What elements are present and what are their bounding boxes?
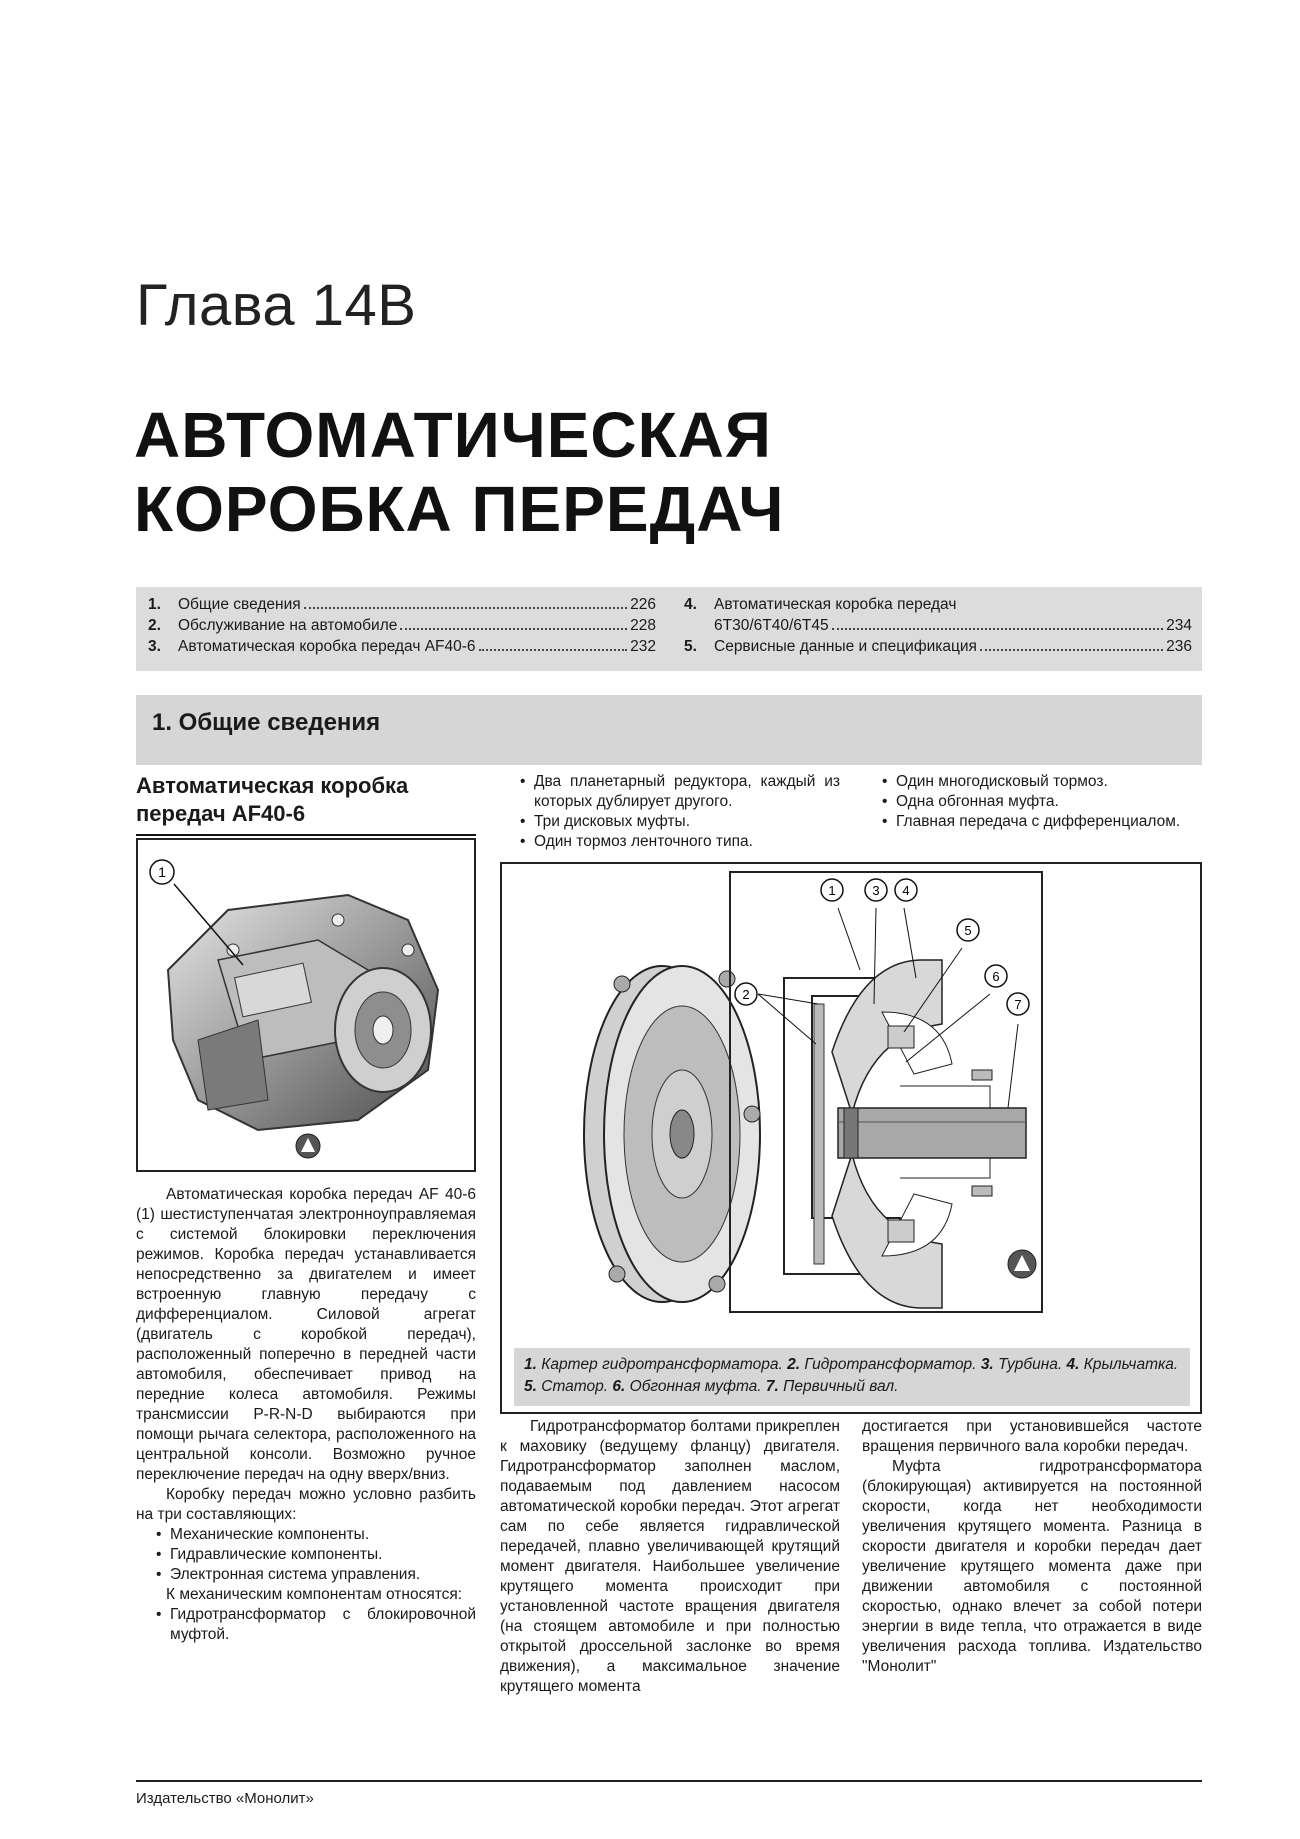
toc-number: 2. <box>148 617 161 634</box>
list-item: • Одна обгонная муфта. <box>862 792 1202 812</box>
torque-converter-drawing <box>584 966 760 1302</box>
toc-label: Общие сведения <box>178 596 301 613</box>
toc-entry-continued[interactable] <box>684 617 1192 638</box>
caption-number: 1. <box>524 1356 537 1373</box>
callout-7 <box>1007 993 1029 1015</box>
list-item: • Главная передача с дифференциалом. <box>862 812 1202 832</box>
caption-item: Картер гидротрансформатора. <box>541 1356 783 1373</box>
callout-5 <box>957 919 979 941</box>
paragraph: Муфта гидротрансформатора (блокирующая) активируется на постоянной скорости, когда нет необходимости увеличения крутящего момента. Разница в скорости двигателя и коробки передач дает увеличение крутящего момента даже при движении автомобиля с постоянной скоростью, однако влечет за собой потери энергии в виде тепла, что отражается в виде увеличения расхода топлива. Издательство "Монолит" <box>862 1458 1202 1675</box>
toc-leader <box>479 649 628 651</box>
toc-number: 3. <box>148 638 161 655</box>
paragraph: К механическим компонентам относятся: <box>166 1586 463 1603</box>
caption-number: 5. <box>524 1378 537 1395</box>
torque-converter-figure <box>500 862 1202 1414</box>
section-title: 1. Общие сведения <box>152 709 381 736</box>
toc-entry[interactable] <box>148 596 656 617</box>
transmission-illustration <box>138 840 474 1170</box>
caption-item: Турбина. <box>998 1356 1063 1373</box>
figure-caption <box>514 1348 1190 1406</box>
toc-entry[interactable] <box>684 638 1192 659</box>
toc-page: 234 <box>1166 617 1192 634</box>
caption-item: Крыльчатка. <box>1083 1356 1179 1373</box>
callout-1 <box>821 879 843 901</box>
toc-number: 1. <box>148 596 161 613</box>
page-title <box>134 398 785 546</box>
toc-entry[interactable] <box>684 596 1192 617</box>
title-line-1: АВТОМАТИЧЕСКАЯ <box>134 399 772 471</box>
toc-leader <box>304 607 627 609</box>
callout-3 <box>865 879 887 901</box>
publisher-logo-icon <box>1008 1250 1036 1278</box>
toc-label: Автоматическая коробка передач <box>714 596 957 613</box>
toc-page: 226 <box>630 596 656 613</box>
caption-number: 6. <box>612 1378 626 1395</box>
title-line-2: КОРОБКА ПЕРЕДАЧ <box>134 473 785 545</box>
chapter-label: Глава 14B <box>136 273 417 338</box>
callout-6 <box>985 965 1007 987</box>
toc-number: 4. <box>684 596 697 613</box>
toc-entry[interactable] <box>148 617 656 638</box>
body-column-left <box>136 1185 476 1645</box>
caption-item: Первичный вал. <box>783 1378 899 1395</box>
toc-page: 232 <box>630 638 656 655</box>
callout-label: 5 <box>964 923 972 938</box>
list-item: • Механические компоненты. <box>136 1525 476 1545</box>
toc-leader <box>400 628 627 630</box>
callout-label: 1 <box>158 864 166 880</box>
paragraph: Коробку передач можно условно разбить на три составляющих: <box>136 1486 476 1523</box>
paragraph: достигается при установившейся частоте вращения первичного вала коробки передач. <box>862 1418 1202 1455</box>
footer-divider <box>136 1780 1202 1782</box>
body-column-middle-bottom <box>500 1417 840 1697</box>
body-column-right-bottom <box>862 1417 1202 1677</box>
callout-4 <box>895 879 917 901</box>
caption-number: 7. <box>765 1378 779 1395</box>
toc-page: 236 <box>1166 638 1192 655</box>
cross-section-panel <box>730 872 1042 1312</box>
toc-leader <box>832 628 1164 630</box>
list-item: • Один многодисковый тормоз. <box>862 772 1202 792</box>
toc-label: Сервисные данные и спецификация <box>714 638 977 655</box>
toc-leader <box>980 649 1163 651</box>
body-column-middle-top <box>500 772 840 852</box>
callout-label: 7 <box>1014 997 1022 1012</box>
toc-column-right <box>684 596 1192 659</box>
caption-item: Обгонная муфта. <box>629 1378 762 1395</box>
caption-number: 3. <box>980 1356 994 1373</box>
list-item: • Один тормоз ленточного типа. <box>500 832 840 852</box>
body-column-right-top <box>862 772 1202 832</box>
caption-number: 2. <box>787 1356 801 1373</box>
callout-label: 6 <box>992 969 1000 984</box>
torque-converter-diagram <box>502 864 1200 1340</box>
toc-label: Автоматическая коробка передач AF40-6 <box>178 638 476 655</box>
callout-label: 1 <box>828 883 836 898</box>
toc-label: 6T30/6T40/6T45 <box>714 617 829 634</box>
subheading: Автоматическая коробка передач AF40-6 <box>136 772 476 836</box>
callout-label: 3 <box>872 883 880 898</box>
list-item: • Два планетарный редуктора, каждый из которых дублирует другого. <box>500 772 840 812</box>
toc-page: 228 <box>630 617 656 634</box>
list-item: • Гидравлические компоненты. <box>136 1545 476 1565</box>
callout-2 <box>735 983 757 1005</box>
paragraph: Автоматическая коробка передач AF 40-6 (1) шестиступенчатая электронноуправляемая с системой блокировки переключения режимов. Коробка передач устанавливается непосредственно за двигателем и имеет встроенную главную передачу с дифференциалом. Силовой агрегат (двигатель с коробкой передач), расположенный поперечно в передней части автомобиля, обеспечивает привод на передние колеса автомобиля. Режимы трансмиссии P-R-N-D выбираются при помощи рычага селектора, расположенного на центральной консоли. Возможно ручное переключение передач на одну вверх/вниз. <box>136 1186 476 1483</box>
toc-column-left <box>148 596 656 659</box>
caption-number: 4. <box>1066 1356 1080 1373</box>
toc-number: 5. <box>684 638 697 655</box>
caption-item: Статор. <box>541 1378 609 1395</box>
section-header <box>136 695 1202 765</box>
caption-item: Гидротрансформатор. <box>804 1356 977 1373</box>
toc-label: Обслуживание на автомобиле <box>178 617 398 634</box>
callout-label: 4 <box>902 883 910 898</box>
transmission-photo <box>136 838 476 1172</box>
footer-publisher: Издательство «Монолит» <box>136 1790 314 1807</box>
callout-label: 2 <box>742 987 750 1002</box>
paragraph: Гидротрансформатор болтами прикреплен к маховику (ведущему фланцу) двигателя. Гидротрансформатор заполнен маслом, подаваемым под давлением насосом автоматической коробки передач. Этот агрегат сам по себе является гидравлической передачей, плавно увеличивающей крутящий момент двигателя. Наибольшее увеличение крутящего момента происходит при установленной частоте вращения двигателя (на стоящем автомобиле и при полностью открытой дроссельной заслонке во время движения), а максимальное значение крутящего момента <box>500 1418 840 1695</box>
toc-entry[interactable] <box>148 638 656 659</box>
table-of-contents <box>136 587 1202 671</box>
list-item: • Гидротрансформатор с блокировочной муфтой. <box>136 1605 476 1645</box>
list-item: • Электронная система управления. <box>136 1565 476 1585</box>
list-item: • Три дисковых муфты. <box>500 812 840 832</box>
